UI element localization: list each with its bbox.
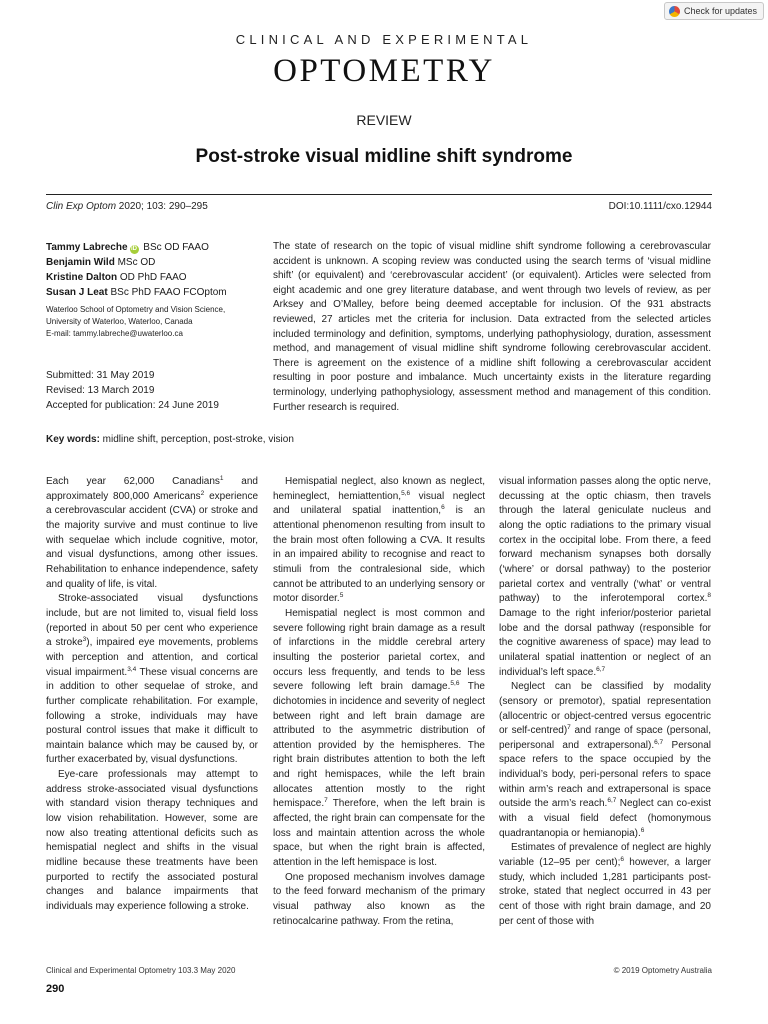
section-label: REVIEW xyxy=(356,112,412,128)
citation-ref[interactable]: 7 xyxy=(567,724,571,732)
author-block xyxy=(46,240,261,340)
paragraph: Stroke-associated visual dysfunctions include, but are not limited to, visual field loss (reported in about 50 per cent who experience a stroke$^3$), impaired eye movements, problems with perception and attention, and cortical visual impairment.$^{3,4}$ These visual concerns are in addition to other sequelae of stroke, and further complicate rehabilitation. For example, following a stroke, individuals may have postural control issues that make it difficult to maintain balance which may be caused by, or further exacerbated by, visual dysfunctions. xyxy=(46,593,258,766)
citation-ref[interactable]: 6 xyxy=(620,856,625,864)
body-column-1 xyxy=(46,475,258,915)
body-column-3 xyxy=(499,475,711,929)
author-name: Susan J Leat xyxy=(46,287,108,298)
citation-details: 2020; 103: 290–295 xyxy=(116,201,208,212)
citation-ref[interactable]: 3,4 xyxy=(127,665,137,673)
author-quals: BSc PhD FAAO FCOptom xyxy=(107,287,227,298)
citation-ref[interactable]: 6,7 xyxy=(654,738,664,746)
affiliation-line: Waterloo School of Optometry and Vision Science, xyxy=(46,305,226,314)
paragraph: Estimates of prevalence of neglect are highly variable (12–95 per cent);$^6$ however, a larger study, which included 1,281 participants post-stroke, stated that neglect occurred in 43 per cent of those with right brain damage, and 20 per cent of those with xyxy=(499,842,711,927)
abstract: The state of research on the topic of visual midline shift syndrome following a cerebrovascular accident is unknown. A scoping review was conducted using the search terms of ‘visual midline shift’ (or equivalent) and ‘cerebrovascular accident’ (or equivalent). Articles were selected from eight academic and one grey literature database, and went through two levels of review, as per Arksey and O’Malley, before being deemed acceptable for inclusion. Of the 931 abstracts reviewed, 27 articles met the criteria for inclusion. Data extracted from the selected articles included terminology and definition, symptoms, underlying pathophysiology, duration, assessment method, and management of visual midline shift syndrome following cerebrovascular accident. There is agreement on the existence of a midline shift following a cerebrovascular accident resulting in poor posture and imbalance. Much uncertainty exists in the literature regarding terminology, underlying pathophysiology, assessment method and management of this condition. Further research is required. xyxy=(273,241,711,413)
author-name: Tammy Labreche xyxy=(46,242,128,253)
citation-ref[interactable]: 5 xyxy=(339,592,344,600)
author-quals: OD PhD FAAO xyxy=(117,272,187,283)
paragraph: visual information passes along the optic nerve, decussing at the optic chiasm, then travels through the lateral geniculate nucleus and along the optic radiations to the primary visual cortex in the occipital lobe. From there, a feed forward mechanism synapses both dorsally (‘where’ or dorsal pathway) to the posterior parietal cortex and ventrally (‘what’ or ventral pathway) to the inferotemporal cortex.$^8$ Damage to the right inferior/posterior parietal lobe and the dorsal pathway (responsible for the cognitive awareness of space) may lead to unilateral spatial inattention or neglect of an individual’s left space.$^{6,7}$ xyxy=(499,476,711,678)
author-name: Benjamin Wild xyxy=(46,257,115,268)
journal-name-main: OPTOMETRY xyxy=(273,53,495,89)
citation-ref[interactable]: 6 xyxy=(640,826,645,834)
citation-journal: Clin Exp Optom xyxy=(46,201,117,212)
author-quals: MSc OD xyxy=(114,257,156,268)
citation-ref[interactable]: 6,7 xyxy=(607,797,617,805)
paragraph: Hemispatial neglect is most common and severe following right brain damage as a result of infarctions in the middle cerebral artery insulting the posterior parietal cortex, and occurs less frequently, and tends to be less severe following left brain damage.$^{5,6}$ The dichotomies in incidence and severity of neglect between right and left brain damage are attributed to the asymmetric distribution of attention provided by the hemispheres. The right brain distributes attention to both the left and right hemispaces, while the left brain allocates attention mostly to the right hemispace.$^7$ Therefore, when the left brain is affected, the right brain can compensate for the loss and maintain attention across the whole space, but when the right brain is affected, attention in the left hemispace is lost. xyxy=(273,607,485,869)
citation-ref[interactable]: 8 xyxy=(707,592,711,600)
crossmark-icon xyxy=(669,6,680,17)
paragraph: Each year 62,000 Canadians$^1$ and approximately 800,000 Americans$^2$ experience a cerebrovascular accident (CVA) or stroke and the majority survive and must continue to live with sequelae which include cognitive, motor, and visual dysfunctions, among other issues. Rehabilitation to enhance independence, safety and quality of life, is vital. xyxy=(46,475,259,590)
affiliation-email[interactable]: E-mail: tammy.labreche@uwaterloo.ca xyxy=(46,329,183,338)
affiliation-line: University of Waterloo, Waterloo, Canada xyxy=(46,317,193,326)
paragraph: Hemispatial neglect, also known as neglect, hemineglect, hemiattention,$^{5,6}$ visual neglect and unilateral spatial inattention,$^6$ is an attentional phenomenon resulting from insult to the brain most often following a CVA. It results in an impaired ability to recognise and react to stimuli from the contralesional side, which cannot be attributed to an underlying sensory or motor disorder.$^5$ xyxy=(273,476,486,605)
paragraph: Eye-care professionals may attempt to address stroke-associated visual dysfunctions with standard vision therapy techniques and low vision rehabilitation. However, some are now also treating attentional deficits such as hemispatial neglect and shifts in the visual midline because these treatments have been purported to rectify the associated postural changes and balance impairments that individuals may experience following a stroke. xyxy=(46,769,258,913)
affiliation xyxy=(46,304,261,340)
journal-name-top: CLINICAL AND EXPERIMENTAL xyxy=(235,32,533,47)
author-quals: BSc OD FAAO xyxy=(140,242,209,253)
author-name: Kristine Dalton xyxy=(46,272,118,283)
article-dates xyxy=(46,368,219,413)
orcid-icon[interactable]: iD xyxy=(131,246,138,252)
paragraph: One proposed mechanism involves damage to the feed forward mechanism of the primary visual pathway also known as the retinocalcarine pathway. From the retina, xyxy=(273,871,485,927)
citation-ref[interactable]: 5,6 xyxy=(401,489,411,497)
body-column-2 xyxy=(273,475,485,929)
footer-journal-issue: Clinical and Experimental Optometry 103.3 May 2020 xyxy=(46,966,236,975)
paragraph: Neglect can be classified by modality (sensory or premotor), spatial representation (allocentric or object-centred versus egocentric or self-centred)$^7$ and range of space (personal, peripersonal and extrapersonal).$^{6,7}$ Personal space refers to the space occupied by the individual’s body, peri-personal refers to space within arm’s reach and extrapersonal is space outside the arm’s reach.$^{6,7}$ Neglect can co-exist with a visual field defect (homonymous quadrantanopia or hemianopia).$^6$ xyxy=(499,681,711,839)
author-line xyxy=(46,240,261,255)
date-submitted: Submitted: 31 May 2019 xyxy=(46,370,155,381)
page-number: 290 xyxy=(46,983,65,995)
check-for-updates-button[interactable] xyxy=(664,2,764,20)
citation-ref[interactable]: 1 xyxy=(219,475,224,482)
keywords-label: Key words: xyxy=(46,434,100,445)
citation-ref[interactable]: 6,7 xyxy=(596,665,606,673)
citation-ref[interactable]: 7 xyxy=(324,797,328,805)
author-line xyxy=(46,270,261,285)
check-for-updates-label: Check for updates xyxy=(683,6,757,16)
date-accepted: Accepted for publication: 24 June 2019 xyxy=(46,400,219,411)
citation-ref[interactable]: 6 xyxy=(441,504,445,512)
citation-ref[interactable]: 3 xyxy=(82,636,87,644)
citation-ref[interactable]: 2 xyxy=(200,489,205,497)
footer-copyright: © 2019 Optometry Australia xyxy=(613,966,712,975)
article-title: Post-stroke visual midline shift syndrome xyxy=(195,146,573,167)
author-line xyxy=(46,285,261,300)
keywords-text: midline shift, perception, post-stroke, vision xyxy=(99,434,294,445)
citation-ref[interactable]: 5,6 xyxy=(450,680,460,688)
date-revised: Revised: 13 March 2019 xyxy=(46,385,155,396)
header-rule xyxy=(46,194,712,195)
keywords xyxy=(46,434,294,445)
author-line xyxy=(46,255,261,270)
citation xyxy=(46,201,208,212)
doi[interactable]: DOI:10.1111/cxo.12944 xyxy=(608,201,712,212)
